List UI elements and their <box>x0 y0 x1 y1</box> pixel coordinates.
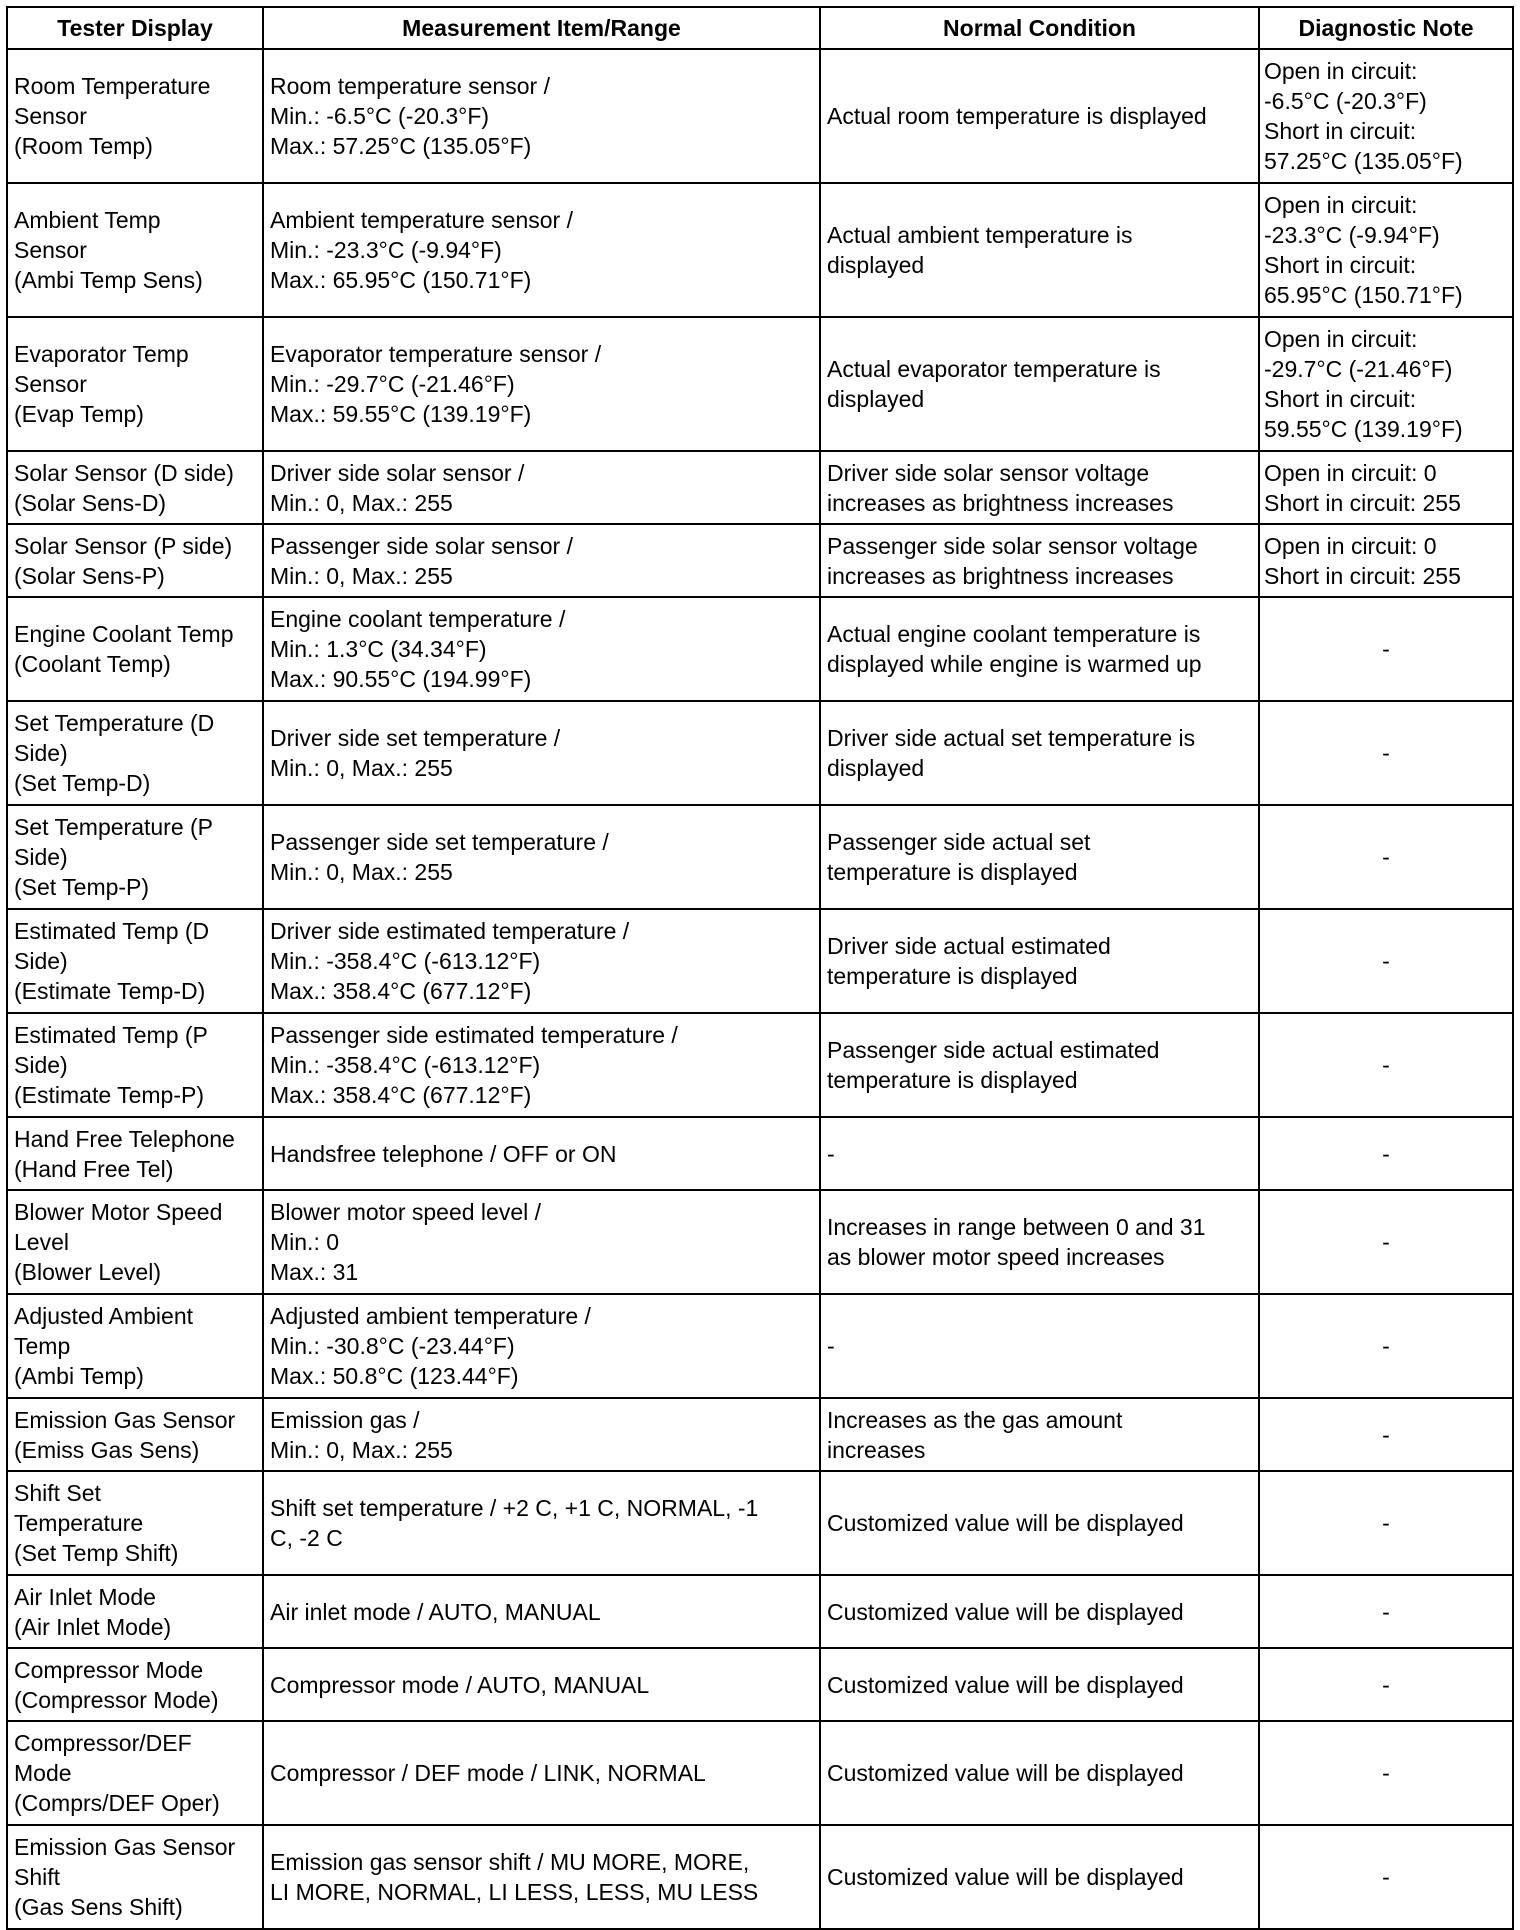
cell-diagnostic-note: - <box>1259 701 1513 805</box>
cell-normal-condition: Customized value will be displayed <box>820 1575 1259 1648</box>
cell-tester-display: Emission Gas Sensor Shift (Gas Sens Shift) <box>7 1825 263 1929</box>
cell-normal-condition: Driver side actual estimated temperature is displayed <box>820 909 1259 1013</box>
table-row <box>7 49 1513 183</box>
table-row <box>7 1575 1513 1648</box>
cell-diagnostic-note: Open in circuit: -29.7°C (-21.46°F) Short in circuit: 59.55°C (139.19°F) <box>1259 317 1513 451</box>
cell-diagnostic-note: Open in circuit: 0 Short in circuit: 255 <box>1259 524 1513 597</box>
cell-tester-display: Solar Sensor (D side) (Solar Sens-D) <box>7 451 263 524</box>
cell-diagnostic-note: - <box>1259 1294 1513 1398</box>
cell-normal-condition: Actual evaporator temperature is displayed <box>820 317 1259 451</box>
table-row <box>7 317 1513 451</box>
table-row <box>7 909 1513 1013</box>
cell-measurement-item: Emission gas sensor shift / MU MORE, MORE, LI MORE, NORMAL, LI LESS, LESS, MU LESS <box>263 1825 820 1929</box>
cell-tester-display: Set Temperature (P Side) (Set Temp-P) <box>7 805 263 909</box>
cell-normal-condition: Passenger side actual estimated temperature is displayed <box>820 1013 1259 1117</box>
cell-tester-display: Shift Set Temperature (Set Temp Shift) <box>7 1471 263 1575</box>
cell-normal-condition: Driver side solar sensor voltage increases as brightness increases <box>820 451 1259 524</box>
cell-measurement-item: Emission gas / Min.: 0, Max.: 255 <box>263 1398 820 1471</box>
cell-tester-display: Ambient Temp Sensor (Ambi Temp Sens) <box>7 183 263 317</box>
cell-measurement-item: Shift set temperature / +2 C, +1 C, NORMAL, -1 C, -2 C <box>263 1471 820 1575</box>
table-row <box>7 701 1513 805</box>
cell-diagnostic-note: - <box>1259 597 1513 701</box>
table-row <box>7 1398 1513 1471</box>
cell-normal-condition: Customized value will be displayed <box>820 1825 1259 1929</box>
cell-normal-condition: Actual room temperature is displayed <box>820 49 1259 183</box>
cell-normal-condition: - <box>820 1117 1259 1190</box>
table-row <box>7 1648 1513 1721</box>
table-row <box>7 451 1513 524</box>
cell-measurement-item: Compressor mode / AUTO, MANUAL <box>263 1648 820 1721</box>
cell-measurement-item: Air inlet mode / AUTO, MANUAL <box>263 1575 820 1648</box>
cell-measurement-item: Driver side estimated temperature / Min.: -358.4°C (-613.12°F) Max.: 358.4°C (677.12°F) <box>263 909 820 1013</box>
table-row <box>7 805 1513 909</box>
cell-diagnostic-note: - <box>1259 1013 1513 1117</box>
cell-diagnostic-note: - <box>1259 1721 1513 1825</box>
table-row <box>7 524 1513 597</box>
cell-measurement-item: Driver side solar sensor / Min.: 0, Max.: 255 <box>263 451 820 524</box>
cell-measurement-item: Compressor / DEF mode / LINK, NORMAL <box>263 1721 820 1825</box>
table-row <box>7 1190 1513 1294</box>
table-row <box>7 597 1513 701</box>
cell-tester-display: Estimated Temp (D Side) (Estimate Temp-D) <box>7 909 263 1013</box>
cell-measurement-item: Evaporator temperature sensor / Min.: -29.7°C (-21.46°F) Max.: 59.55°C (139.19°F) <box>263 317 820 451</box>
cell-normal-condition: Customized value will be displayed <box>820 1648 1259 1721</box>
cell-normal-condition: - <box>820 1294 1259 1398</box>
cell-tester-display: Solar Sensor (P side) (Solar Sens-P) <box>7 524 263 597</box>
cell-normal-condition: Increases as the gas amount increases <box>820 1398 1259 1471</box>
cell-diagnostic-note: - <box>1259 1471 1513 1575</box>
cell-diagnostic-note: Open in circuit: -23.3°C (-9.94°F) Short in circuit: 65.95°C (150.71°F) <box>1259 183 1513 317</box>
cell-tester-display: Air Inlet Mode (Air Inlet Mode) <box>7 1575 263 1648</box>
cell-normal-condition: Actual ambient temperature is displayed <box>820 183 1259 317</box>
cell-tester-display: Blower Motor Speed Level (Blower Level) <box>7 1190 263 1294</box>
cell-tester-display: Emission Gas Sensor (Emiss Gas Sens) <box>7 1398 263 1471</box>
cell-tester-display: Room Temperature Sensor (Room Temp) <box>7 49 263 183</box>
cell-diagnostic-note: - <box>1259 1648 1513 1721</box>
cell-measurement-item: Passenger side set temperature / Min.: 0, Max.: 255 <box>263 805 820 909</box>
cell-measurement-item: Room temperature sensor / Min.: -6.5°C (-20.3°F) Max.: 57.25°C (135.05°F) <box>263 49 820 183</box>
cell-diagnostic-note: Open in circuit: -6.5°C (-20.3°F) Short in circuit: 57.25°C (135.05°F) <box>1259 49 1513 183</box>
cell-tester-display: Estimated Temp (P Side) (Estimate Temp-P) <box>7 1013 263 1117</box>
table-row <box>7 1294 1513 1398</box>
cell-diagnostic-note: - <box>1259 1190 1513 1294</box>
cell-tester-display: Set Temperature (D Side) (Set Temp-D) <box>7 701 263 805</box>
cell-tester-display: Hand Free Telephone (Hand Free Tel) <box>7 1117 263 1190</box>
cell-measurement-item: Driver side set temperature / Min.: 0, Max.: 255 <box>263 701 820 805</box>
cell-normal-condition: Increases in range between 0 and 31 as blower motor speed increases <box>820 1190 1259 1294</box>
table-row <box>7 1721 1513 1825</box>
cell-normal-condition: Customized value will be displayed <box>820 1471 1259 1575</box>
header-tester-display: Tester Display <box>7 7 263 49</box>
table-row <box>7 1825 1513 1929</box>
cell-diagnostic-note: - <box>1259 909 1513 1013</box>
cell-tester-display: Evaporator Temp Sensor (Evap Temp) <box>7 317 263 451</box>
cell-diagnostic-note: - <box>1259 1398 1513 1471</box>
table-row <box>7 1471 1513 1575</box>
cell-diagnostic-note: - <box>1259 1575 1513 1648</box>
table-row <box>7 1117 1513 1190</box>
table-header-row <box>7 7 1513 49</box>
header-measurement-item: Measurement Item/Range <box>263 7 820 49</box>
cell-tester-display: Compressor/DEF Mode (Comprs/DEF Oper) <box>7 1721 263 1825</box>
cell-measurement-item: Handsfree telephone / OFF or ON <box>263 1117 820 1190</box>
cell-measurement-item: Passenger side solar sensor / Min.: 0, Max.: 255 <box>263 524 820 597</box>
cell-normal-condition: Customized value will be displayed <box>820 1721 1259 1825</box>
cell-normal-condition: Driver side actual set temperature is displayed <box>820 701 1259 805</box>
table-row <box>7 183 1513 317</box>
cell-diagnostic-note: Open in circuit: 0 Short in circuit: 255 <box>1259 451 1513 524</box>
cell-diagnostic-note: - <box>1259 805 1513 909</box>
diagnostic-table <box>6 6 1514 1930</box>
cell-tester-display: Compressor Mode (Compressor Mode) <box>7 1648 263 1721</box>
cell-tester-display: Engine Coolant Temp (Coolant Temp) <box>7 597 263 701</box>
cell-measurement-item: Adjusted ambient temperature / Min.: -30.8°C (-23.44°F) Max.: 50.8°C (123.44°F) <box>263 1294 820 1398</box>
cell-normal-condition: Passenger side actual set temperature is displayed <box>820 805 1259 909</box>
cell-normal-condition: Passenger side solar sensor voltage increases as brightness increases <box>820 524 1259 597</box>
cell-tester-display: Adjusted Ambient Temp (Ambi Temp) <box>7 1294 263 1398</box>
cell-measurement-item: Engine coolant temperature / Min.: 1.3°C (34.34°F) Max.: 90.55°C (194.99°F) <box>263 597 820 701</box>
table-row <box>7 1013 1513 1117</box>
header-normal-condition: Normal Condition <box>820 7 1259 49</box>
header-diagnostic-note: Diagnostic Note <box>1259 7 1513 49</box>
cell-normal-condition: Actual engine coolant temperature is displayed while engine is warmed up <box>820 597 1259 701</box>
cell-measurement-item: Ambient temperature sensor / Min.: -23.3°C (-9.94°F) Max.: 65.95°C (150.71°F) <box>263 183 820 317</box>
cell-measurement-item: Blower motor speed level / Min.: 0 Max.: 31 <box>263 1190 820 1294</box>
cell-diagnostic-note: - <box>1259 1825 1513 1929</box>
cell-diagnostic-note: - <box>1259 1117 1513 1190</box>
cell-measurement-item: Passenger side estimated temperature / Min.: -358.4°C (-613.12°F) Max.: 358.4°C (677.12°F) <box>263 1013 820 1117</box>
